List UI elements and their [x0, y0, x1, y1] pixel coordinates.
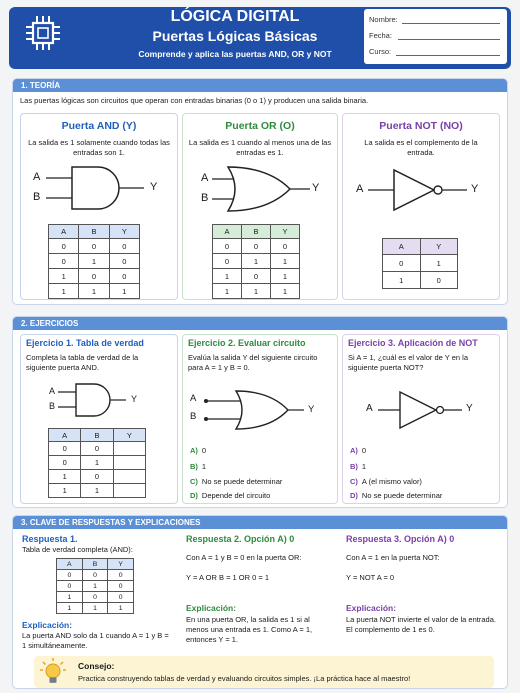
course-label: Curso: — [369, 47, 392, 56]
table-row: 1 1 1 — [57, 603, 134, 614]
table-row: 0 1 — [383, 255, 458, 272]
exercise-3-option-b[interactable]: B) 1 — [350, 462, 367, 471]
answer-2-explanation: En una puerta OR, la salida es 1 si al menos una entrada es 1. Como A = 1, entonces Y = 1. — [186, 615, 313, 644]
exercise-3-text: Si A = 1, ¿cuál es el valor de Y en la siguiente puerta NOT? — [348, 353, 469, 372]
answer-3-explanation: La puerta NOT invierte el valor de la entrada. El complemento de 1 es 0. — [346, 615, 496, 634]
exercise-2-text: Evalúa la salida Y del siguiente circuito para A = 1 y B = 0. — [188, 353, 318, 372]
answer-2-explanation-label: Explicación: — [186, 603, 237, 613]
table-header: Y — [109, 225, 139, 239]
exercise-1-output-label: Y — [131, 394, 138, 404]
not-description: La salida es el complemento de la entrada. — [364, 138, 478, 157]
exercise-3-option-d[interactable]: D) No se puede determinar — [350, 491, 443, 500]
course-field[interactable] — [396, 55, 500, 56]
exercise-2-input-a-label: A — [190, 393, 197, 404]
exercises-heading: 2. EJERCICIOS — [13, 317, 507, 330]
answer-1-truth-table — [56, 558, 134, 614]
not-title: Puerta NOT (NO) — [379, 120, 463, 132]
exercise-2-output-label: Y — [308, 404, 315, 415]
not-truth-table — [382, 238, 458, 289]
exercise-1-input-a-label: A — [49, 386, 56, 396]
and-input-b-label: B — [33, 191, 41, 203]
or-input-a-label: A — [201, 172, 209, 184]
exercise-2-option-c[interactable]: C) No se puede determinar — [190, 477, 283, 486]
answer-cell[interactable] — [113, 470, 145, 484]
and-truth-table — [48, 224, 140, 299]
table-row: 1 1 — [49, 484, 146, 498]
and-output-label: Y — [150, 181, 158, 193]
table-row: 0 0 0 — [213, 239, 300, 254]
table-header: A — [49, 429, 81, 442]
student-info-box — [364, 9, 507, 64]
table-header: Y — [420, 239, 458, 255]
answer-cell[interactable] — [113, 456, 145, 470]
exercise-3-input-label: A — [366, 403, 373, 414]
tip-label: Consejo: — [78, 661, 115, 671]
or-truth-table — [212, 224, 300, 299]
table-header: Y — [271, 225, 300, 239]
and-gate-diagram — [30, 163, 170, 213]
table-row: 1 0 — [383, 272, 458, 289]
table-header: B — [79, 225, 109, 239]
exercise-2-option-d[interactable]: D) Depende del circuito — [190, 491, 271, 500]
table-row: 0 1 0 — [49, 254, 140, 269]
table-row: 0 0 — [49, 442, 146, 456]
exercise-2-option-a[interactable]: A) 0 — [190, 446, 207, 455]
date-label: Fecha: — [369, 31, 392, 40]
table-header: A — [57, 559, 83, 570]
page-description: Comprende y aplica las puertas AND, OR y NOT — [138, 49, 332, 59]
name-field[interactable] — [402, 23, 500, 24]
exercise-2-input-b-label: B — [190, 411, 197, 422]
exercise-3-title: Ejercicio 3. Aplicación de NOT — [348, 338, 478, 348]
or-title: Puerta OR (O) — [225, 120, 295, 132]
answer-3-line-2: Y = NOT A = 0 — [346, 573, 395, 582]
answer-3-line-1: Con A = 1 en la puerta NOT: — [346, 553, 440, 562]
table-header: B — [81, 429, 113, 442]
theory-heading: 1. TEORÍA — [13, 79, 507, 92]
table-row: 1 1 1 — [49, 284, 140, 299]
answer-2-line-2: Y = A OR B = 1 OR 0 = 1 — [186, 573, 270, 582]
answer-1-explanation-label: Explicación: — [22, 620, 73, 630]
exercise-3-output-label: Y — [466, 403, 473, 414]
table-row: 0 1 — [49, 456, 146, 470]
answer-2-line-1: Con A = 1 y B = 0 en la puerta OR: — [186, 553, 302, 562]
table-row: 1 1 1 — [213, 284, 300, 299]
lightbulb-icon — [40, 657, 66, 687]
table-header: A — [49, 225, 79, 239]
answer-1-subtitle: Tabla de verdad completa (AND): — [22, 545, 133, 554]
exercise-1-input-b-label: B — [49, 401, 56, 411]
answer-3-explanation-label: Explicación: — [346, 603, 397, 613]
date-field[interactable] — [398, 39, 500, 40]
table-row: 0 1 1 — [213, 254, 300, 269]
table-header: A — [383, 239, 421, 255]
table-header: A — [213, 225, 242, 239]
exercise-2-title: Ejercicio 2. Evaluar circuito — [188, 338, 306, 348]
and-description: La salida es 1 solamente cuando todas las entradas son 1. — [28, 138, 170, 157]
table-header: B — [82, 559, 108, 570]
exercise-3-option-c[interactable]: C) A (el mismo valor) — [350, 477, 422, 486]
exercise-1-truth-table — [48, 428, 146, 498]
or-description: La salida es 1 cuando al menos una de las entradas es 1. — [188, 138, 332, 157]
answer-cell[interactable] — [113, 442, 145, 456]
and-input-a-label: A — [33, 171, 41, 183]
exercise-2-option-b[interactable]: B) 1 — [190, 462, 207, 471]
table-row: 0 0 0 — [49, 239, 140, 254]
exercise-1-title: Ejercicio 1. Tabla de verdad — [26, 338, 144, 348]
table-row: 1 0 — [49, 470, 146, 484]
name-label: Nombre: — [369, 15, 398, 24]
table-header: B — [242, 225, 271, 239]
or-output-label: Y — [312, 182, 320, 194]
and-title: Puerta AND (Y) — [61, 120, 137, 132]
exercise-1-text: Completa la tabla de verdad de la siguiente puerta AND. — [26, 353, 139, 372]
theory-intro: Las puertas lógicas son circuitos que operan con entradas binarias (0 o 1) y producen una salida binaria. — [20, 96, 369, 105]
answer-3-title: Respuesta 3. Opción A) 0 — [346, 534, 455, 544]
not-output-label: Y — [471, 183, 479, 195]
table-header: Y — [113, 429, 145, 442]
table-row: 1 0 0 — [57, 592, 134, 603]
answer-2-title: Respuesta 2. Opción A) 0 — [186, 534, 295, 544]
answer-1-explanation: La puerta AND solo da 1 cuando A = 1 y B = 1 simultáneamente. — [22, 631, 169, 650]
or-input-b-label: B — [201, 192, 209, 204]
table-row: 1 0 1 — [213, 269, 300, 284]
table-row: 1 0 0 — [49, 269, 140, 284]
exercise-3-option-a[interactable]: A) 0 — [350, 446, 367, 455]
answer-cell[interactable] — [113, 484, 145, 498]
page-title: LÓGICA DIGITAL — [170, 8, 300, 25]
table-header: Y — [108, 559, 134, 570]
tip-text: Practica construyendo tablas de verdad y evaluando circuitos simples. ¡La práctica hace al maestro! — [78, 674, 411, 683]
table-row: 0 1 0 — [57, 581, 134, 592]
answer-1-title: Respuesta 1. — [22, 534, 78, 544]
table-row: 0 0 0 — [57, 570, 134, 581]
chip-icon — [23, 13, 63, 53]
answers-heading: 3. CLAVE DE RESPUESTAS Y EXPLICACIONES — [13, 516, 507, 529]
page-subtitle: Puertas Lógicas Básicas — [152, 28, 318, 44]
not-input-label: A — [356, 183, 364, 195]
